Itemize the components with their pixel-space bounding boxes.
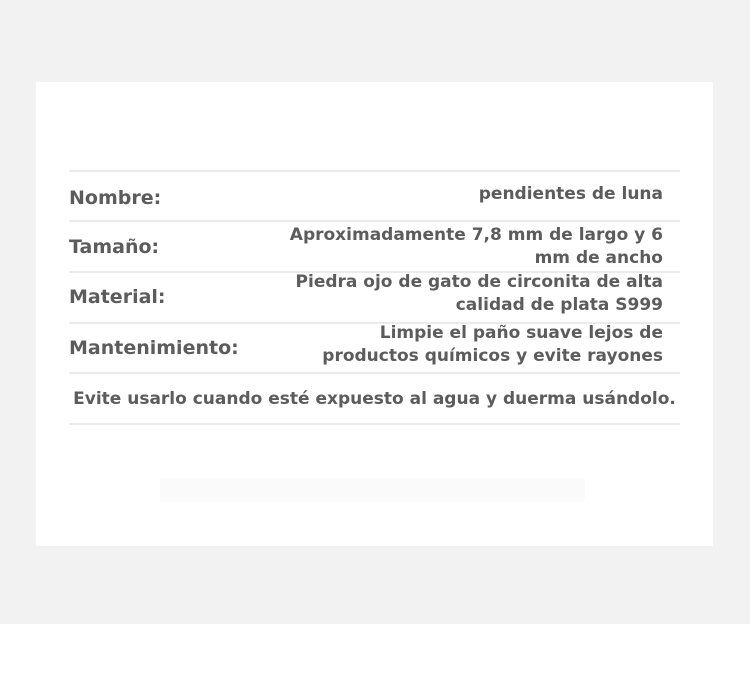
faded-caption-bar	[160, 478, 585, 502]
table-top-divider	[69, 170, 680, 172]
spec-label-mantenimiento: Mantenimiento:	[69, 337, 239, 359]
spec-value-material: Piedra ojo de gato de circonita de alta calidad de plata S999	[295, 272, 663, 315]
spec-value-tamano: Aproximadamente 7,8 mm de largo y 6 mm de ancho	[289, 225, 663, 268]
spec-value-mantenimiento: Limpie el paño suave lejos de productos químicos y evite rayones	[322, 323, 663, 366]
spec-label-material: Material:	[69, 286, 166, 308]
spec-label-tamano: Tamaño:	[69, 236, 160, 258]
table-bottom-divider	[69, 423, 680, 425]
care-note: Evite usarlo cuando esté expuesto al agua y duerma usándolo.	[73, 389, 676, 409]
spec-value-nombre: pendientes de luna	[478, 184, 663, 204]
spec-label-nombre: Nombre:	[69, 187, 162, 209]
row-divider	[69, 372, 680, 374]
row-divider	[69, 220, 680, 222]
